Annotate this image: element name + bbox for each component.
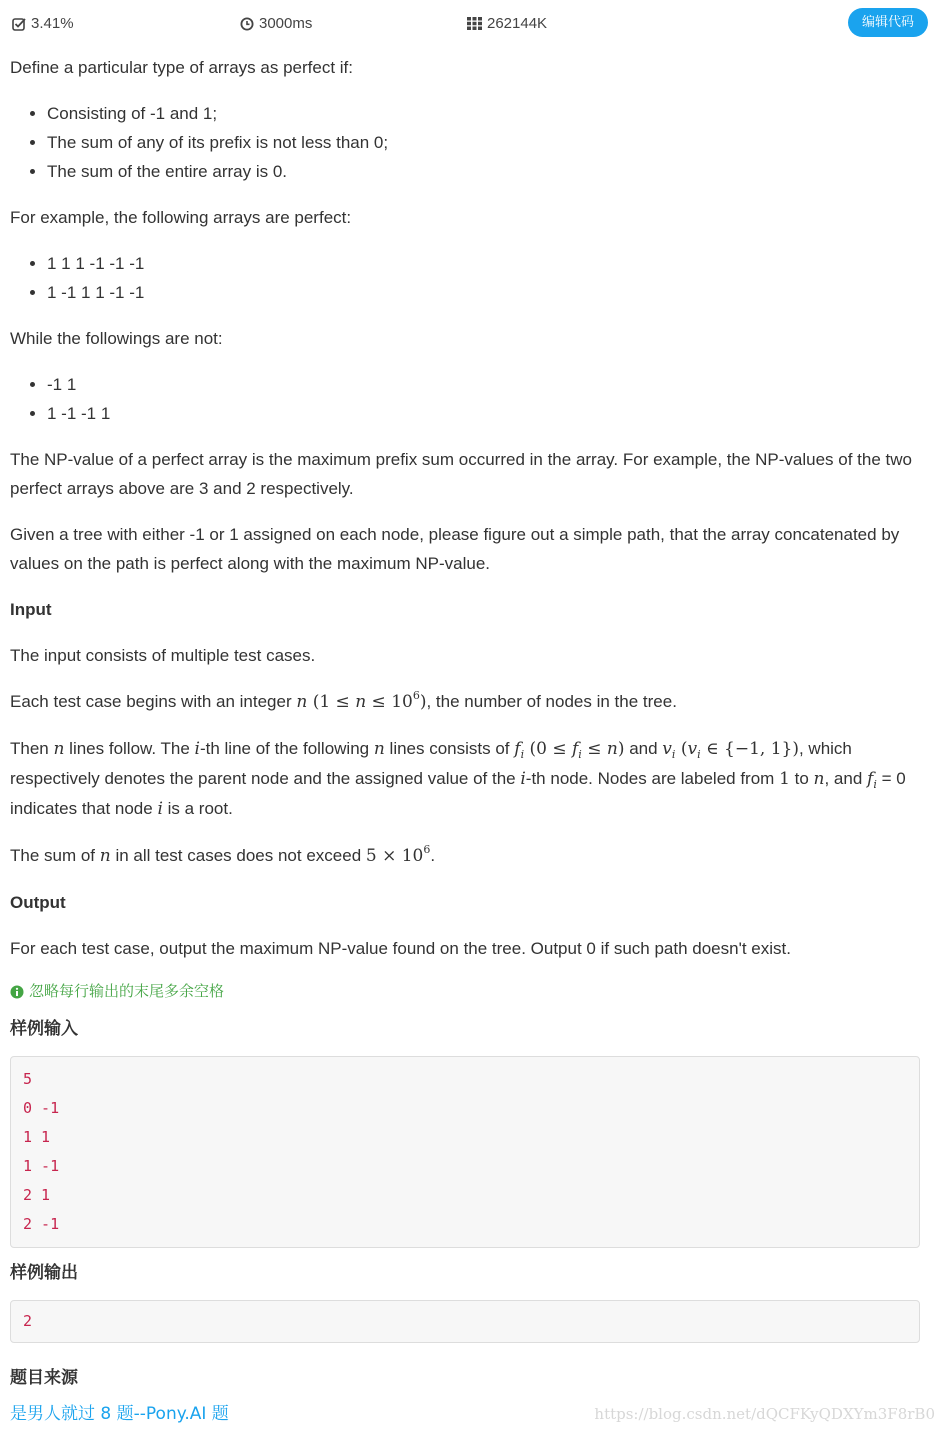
example-intro-text: For example, the following arrays are perfect: <box>10 208 352 227</box>
not-perfect-examples-list <box>10 370 920 428</box>
np-value-paragraph: The NP-value of a perfect array is the maximum prefix sum occurred in the array. For example, the NP-values of the two perfect arrays above are 3 and 2 respectively. <box>10 450 912 498</box>
sample-output-box <box>10 1300 920 1343</box>
list-item: • -1 1 <box>47 370 920 399</box>
code-line: 2 -1 <box>23 1215 60 1233</box>
check-square-icon <box>12 17 26 31</box>
not-intro-text: While the followings are not: <box>10 329 223 348</box>
code-line: 5 <box>23 1070 33 1088</box>
stats-bar <box>10 0 920 46</box>
text-fragment: in all test cases does not exceed <box>110 846 366 865</box>
code-line: 1 -1 <box>23 1157 60 1175</box>
grid-icon <box>467 17 482 30</box>
list-item: • 1 -1 1 1 -1 -1 <box>47 278 920 307</box>
sample-output-heading: 样例输出 <box>10 1263 78 1283</box>
text-fragment: , the number of nodes in the tree. <box>426 692 677 711</box>
text-fragment: = 0 indicates that node <box>10 769 906 818</box>
math-n-range: n $(1 \le n \le 10^6)$ <box>296 689 427 712</box>
problem-page <box>10 0 920 1429</box>
math-i: i <box>157 799 163 819</box>
text-fragment: lines consists of <box>384 739 515 758</box>
text-fragment: is a root. <box>162 799 233 818</box>
math-i: i <box>194 739 200 759</box>
trailing-space-hint <box>10 980 920 1004</box>
perfect-rules-list <box>10 99 920 186</box>
math-sum-bound: $5 \times 10^6$ <box>365 843 431 866</box>
code-line: 0 -1 <box>23 1099 60 1117</box>
list-item: • 1 1 1 -1 -1 -1 <box>47 249 920 278</box>
watermark: https://blog.csdn.net/dQCFKyQDXYm3F8rB0 <box>594 1405 935 1423</box>
output-paragraph: For each test case, output the maximum NP-value found on the tree. Output 0 if such path doesn't exist. <box>10 939 791 958</box>
text-fragment: to <box>789 769 814 788</box>
list-item: • The sum of the entire array is 0. <box>47 157 920 186</box>
text-fragment: , which respectively denotes the parent node and the assigned value of the <box>10 739 852 788</box>
math-n: n <box>373 739 385 759</box>
math-f-range: $f_i$ $(0 \le f_i \le n)$ <box>514 739 625 761</box>
info-icon <box>10 985 24 999</box>
intro-text: Define a particular type of arrays as perfect if: <box>10 58 353 77</box>
source-heading: 题目来源 <box>10 1368 78 1388</box>
text-fragment: Each test case begins with an integer <box>10 692 297 711</box>
task-paragraph: Given a tree with either -1 or 1 assigned on each node, please figure out a simple path, that the array concatenated by values on the path is perfect along with the maximum NP-value. <box>10 525 900 573</box>
math-i: i <box>520 769 526 789</box>
pass-rate-stat <box>12 15 74 32</box>
code-line: 1 1 <box>23 1128 51 1146</box>
source-link[interactable]: 是男人就过 8 题--Pony.AI 题 <box>10 1404 229 1424</box>
text-fragment: . <box>430 846 436 865</box>
hint-text: 忽略每行输出的末尾多余空格 <box>29 983 225 1000</box>
input-paragraph-4 <box>10 841 920 871</box>
input-paragraph-2 <box>10 687 920 717</box>
input-paragraph-3 <box>10 734 920 824</box>
math-n: n <box>813 769 825 789</box>
perfect-examples-list <box>10 249 920 307</box>
math-n: n <box>53 739 65 759</box>
list-item: • The sum of any of its prefix is not less than 0; <box>47 128 920 157</box>
text-fragment: -th line of the following <box>199 739 374 758</box>
memory-limit-value: 262144K <box>487 15 548 32</box>
input-paragraph-1: The input consists of multiple test cases. <box>10 646 316 665</box>
pass-rate-value: 3.41% <box>31 15 74 32</box>
edit-code-button[interactable]: 编辑代码 <box>848 8 928 37</box>
text-fragment: -th node. Nodes are labeled from <box>525 769 780 788</box>
text-fragment: Then <box>10 739 54 758</box>
clock-icon <box>240 17 254 31</box>
list-item: • Consisting of -1 and 1; <box>47 99 920 128</box>
math-f-i: $f_i$ <box>867 769 877 791</box>
code-line: 2 1 <box>23 1186 51 1204</box>
time-limit-stat <box>240 15 312 32</box>
list-item: • 1 -1 -1 1 <box>47 399 920 428</box>
input-heading: Input <box>10 600 52 619</box>
text-fragment: and <box>624 739 663 758</box>
sample-input-box <box>10 1056 920 1248</box>
math-one: 1 <box>779 769 790 789</box>
text-fragment: The sum of <box>10 846 100 865</box>
text-fragment: , and <box>824 769 868 788</box>
text-fragment: lines follow. The <box>64 739 195 758</box>
time-limit-value: 3000ms <box>259 15 313 32</box>
code-line: 2 <box>23 1312 33 1330</box>
output-heading: Output <box>10 893 66 912</box>
sample-input-heading: 样例输入 <box>10 1019 78 1039</box>
math-n: n <box>99 846 111 866</box>
math-v-range: $v_i$ ($v_i$ ∈ {−1, 1}) <box>662 739 799 761</box>
memory-limit-stat <box>467 15 547 32</box>
